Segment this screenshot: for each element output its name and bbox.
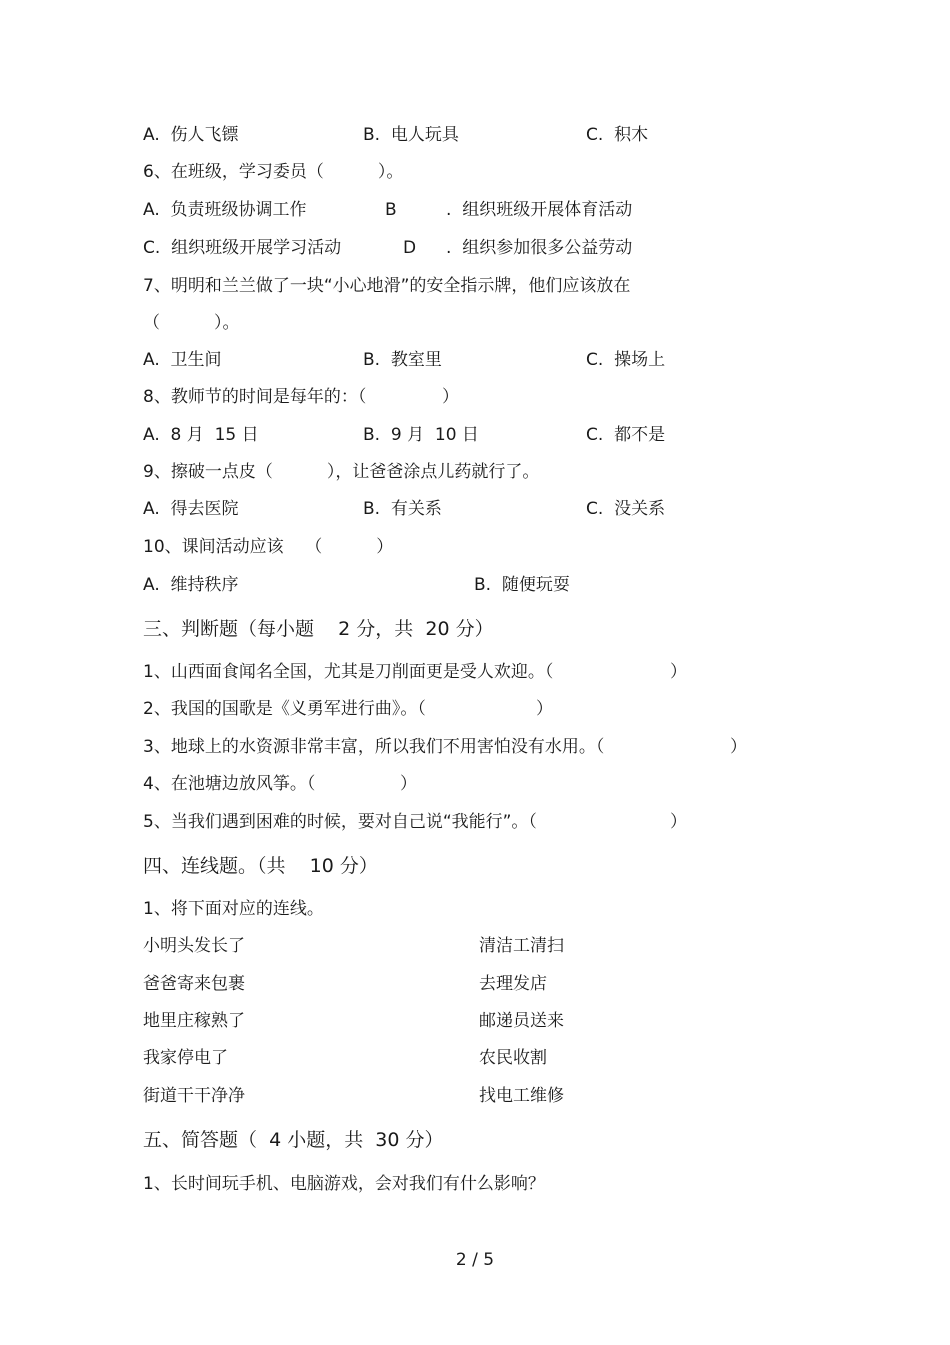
section3-item-5-close: ） [670,812,687,832]
q5-option-a: A. 伤人飞镖 [143,125,239,145]
section3-title: 三、判断题（每小题 2 分，共 20 分） [143,618,494,640]
q8-option-c: C. 都不是 [586,425,666,445]
section3-item-2: 2、我国的国歌是《义勇军进行曲》。（ [143,699,426,719]
q10-option-a: A. 维持秩序 [143,575,239,595]
match-left-item: 我家停电了 [143,1048,228,1068]
section3-item-3-close: ） [730,737,747,757]
q7-stem-line1: 7、明明和兰兰做了一块“小心地滑”的安全指示牌，他们应该放在 [143,276,631,296]
q6-option-a: A. 负责班级协调工作 [143,200,307,220]
q8-option-b: B. 9 月 10 日 [363,425,479,445]
q7-stem-line2: （ ）。 [143,313,240,333]
section4-instruction: 1、将下面对应的连线。 [143,899,324,919]
section5-question-1: 1、长时间玩手机、电脑游戏，会对我们有什么影响？ [143,1174,545,1194]
q9-option-a: A. 得去医院 [143,499,239,519]
match-left-item: 小明头发长了 [143,936,245,956]
q6-option-b-text: . 组织班级开展体育活动 [446,200,633,220]
q9-stem: 9、擦破一点皮（ ），让爸爸涂点儿药就行了。 [143,462,540,482]
q10-stem: 10、课间活动应该 （ ） [143,537,394,557]
match-right-item: 去理发店 [479,974,547,994]
match-left-item: 街道干干净净 [143,1086,245,1106]
q6-option-c: C. 组织班级开展学习活动 [143,238,342,258]
q9-option-c: C. 没关系 [586,499,666,519]
q8-option-a: A. 8 月 15 日 [143,425,259,445]
section3-item-3: 3、地球上的水资源非常丰富，所以我们不用害怕没有水用。（ [143,737,605,757]
section3-item-1: 1、山西面食闻名全国，尤其是刀削面更是受人欢迎。（ [143,662,554,682]
section3-item-4-close: ） [400,774,417,794]
section5-title: 五、简答题（ 4 小题，共 30 分） [143,1129,444,1151]
q7-option-c: C. 操场上 [586,350,666,370]
section3-item-4: 4、在池塘边放风筝。（ [143,774,316,794]
q6-option-d-letter: D [403,238,417,258]
section3-item-2-close: ） [536,699,553,719]
q10-option-b: B. 随便玩耍 [474,575,570,595]
match-right-item: 清洁工清扫 [479,936,564,956]
section4-title: 四、连线题。（共 10 分） [143,855,378,877]
section3-item-5: 5、当我们遇到困难的时候，要对自己说“我能行”。（ [143,812,537,832]
q5-option-c: C. 积木 [586,125,649,145]
q7-option-b: B. 教室里 [363,350,442,370]
q6-option-b-letter: B [385,200,397,220]
q8-stem: 8、教师节的时间是每年的：（ ） [143,387,459,407]
match-right-item: 农民收割 [479,1048,547,1068]
match-left-item: 爸爸寄来包裹 [143,974,245,994]
page-number: 2 / 5 [455,1250,495,1270]
match-right-item: 找电工维修 [479,1086,564,1106]
q6-option-d-text: . 组织参加很多公益劳动 [446,238,633,258]
q5-option-b: B. 电人玩具 [363,125,459,145]
section3-item-1-close: ） [670,662,687,682]
q7-option-a: A. 卫生间 [143,350,222,370]
q9-option-b: B. 有关系 [363,499,442,519]
q6-stem: 6、在班级，学习委员（ ）。 [143,162,404,182]
match-left-item: 地里庄稼熟了 [143,1011,245,1031]
match-right-item: 邮递员送来 [479,1011,564,1031]
